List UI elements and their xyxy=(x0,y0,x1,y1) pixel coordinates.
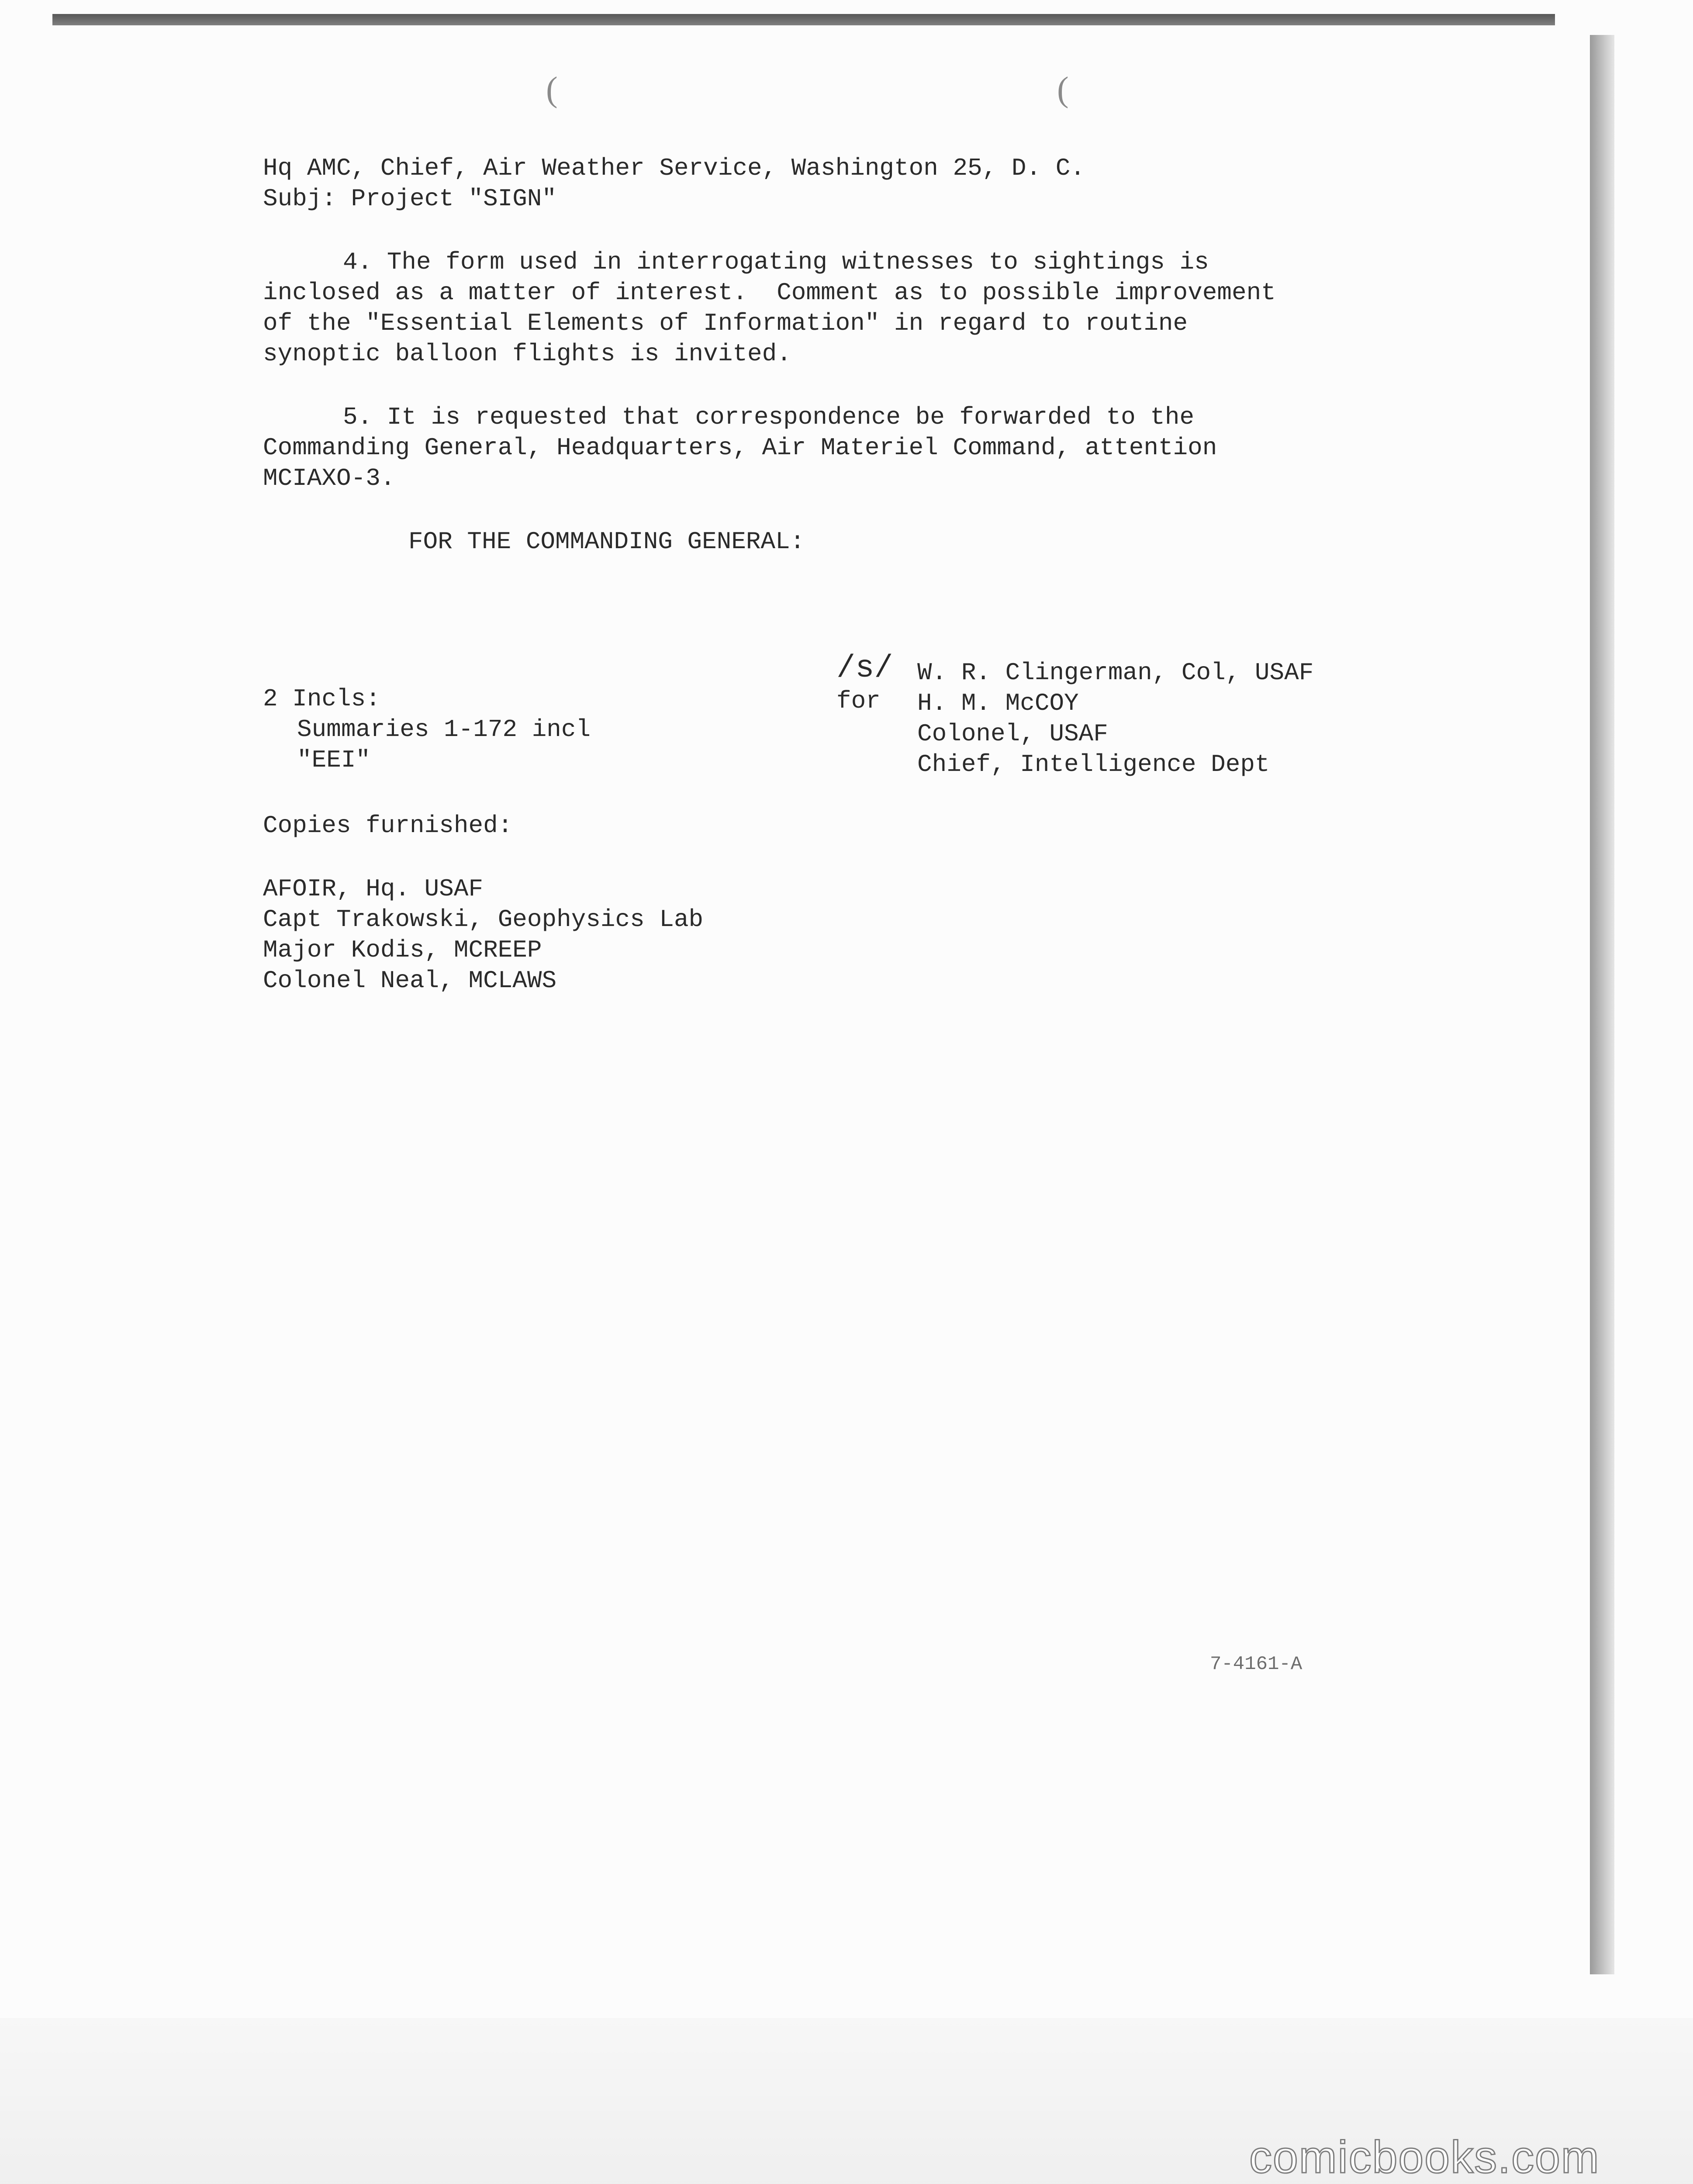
signature-for: for xyxy=(836,687,881,715)
paragraph-line: synoptic balloon flights is invited. xyxy=(263,340,791,368)
signature-line: H. M. McCOY xyxy=(917,689,1079,717)
page-number: 7-4161-A xyxy=(1210,1653,1303,1675)
paragraph-line: MCIAXO-3. xyxy=(263,464,395,492)
inclosure-item: Summaries 1-172 incl xyxy=(297,715,591,743)
paragraph-line: of the "Essential Elements of Information" in regard to routine xyxy=(263,309,1188,337)
scan-top-edge xyxy=(52,14,1555,25)
signature-mark: /s/ xyxy=(836,650,893,686)
closing-line: FOR THE COMMANDING GENERAL: xyxy=(408,528,805,556)
signature-line: W. R. Clingerman, Col, USAF xyxy=(917,659,1314,687)
paragraph-line: 5. It is requested that correspondence be forwarded to the xyxy=(343,403,1195,431)
copies-item: Colonel Neal, MCLAWS xyxy=(263,967,557,995)
watermark: comicbooks.com xyxy=(1249,2132,1600,2183)
header-paren-left: ( xyxy=(546,70,558,109)
paragraph-line: Commanding General, Headquarters, Air Materiel Command, attention xyxy=(263,434,1217,462)
signature-line: Chief, Intelligence Dept xyxy=(917,750,1270,778)
inclosure-item: "EEI" xyxy=(297,746,371,774)
copies-item: AFOIR, Hq. USAF xyxy=(263,875,484,903)
copies-item: Capt Trakowski, Geophysics Lab xyxy=(263,905,704,933)
signature-line: Colonel, USAF xyxy=(917,720,1108,748)
inclosures-label: 2 Incls: xyxy=(263,685,380,713)
header-address: Hq AMC, Chief, Air Weather Service, Washington 25, D. C. xyxy=(263,154,1085,182)
paragraph-line: inclosed as a matter of interest. Comment as to possible improvement xyxy=(263,279,1276,307)
header-paren-right: ( xyxy=(1057,70,1069,109)
paragraph-line: 4. The form used in interrogating witnesses to sightings is xyxy=(343,248,1209,276)
header-subject: Subj: Project "SIGN" xyxy=(263,185,557,213)
copies-label: Copies furnished: xyxy=(263,812,513,840)
copies-item: Major Kodis, MCREEP xyxy=(263,936,542,964)
scan-right-edge xyxy=(1590,35,1614,1974)
